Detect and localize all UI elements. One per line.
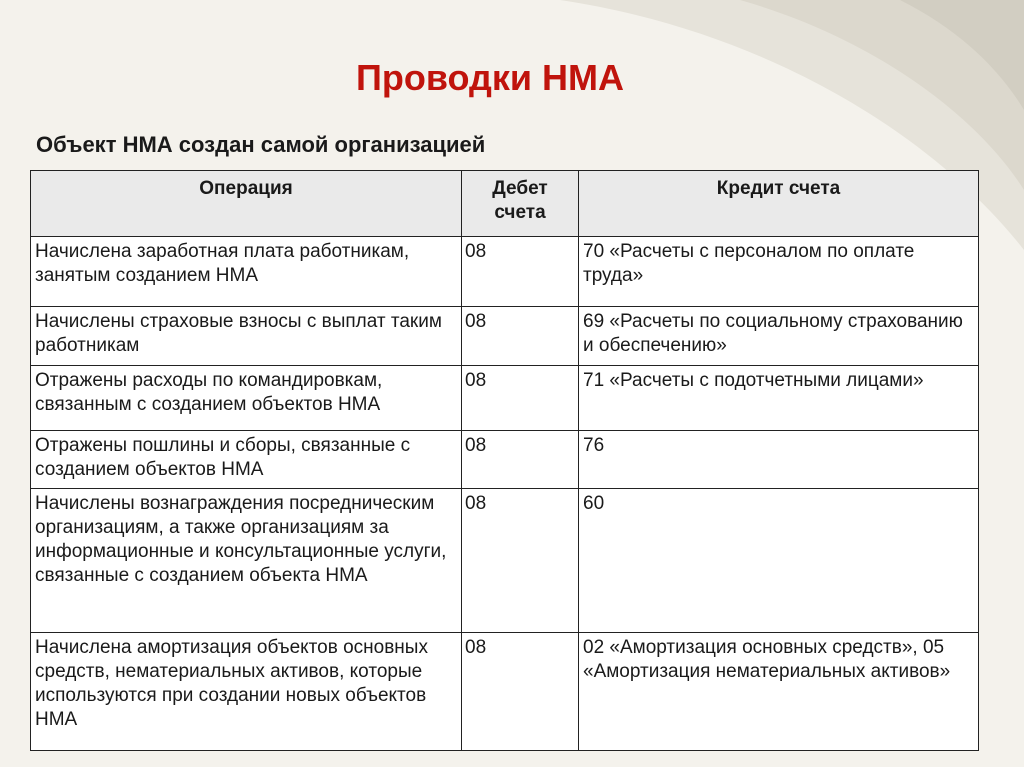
header-credit: Кредит счета	[579, 171, 979, 237]
operation-cell: Начислены страховые взносы с выплат таким работникам	[31, 307, 462, 366]
operation-cell: Отражены расходы по командировкам, связанным с созданием объектов НМА	[31, 366, 462, 431]
table-row	[31, 237, 979, 307]
credit-cell: 60	[579, 489, 979, 633]
entries-table	[30, 170, 979, 751]
debit-cell: 08	[462, 237, 579, 307]
operation-cell: Отражены пошлины и сборы, связанные с созданием объектов НМА	[31, 431, 462, 489]
operation-cell: Начислена амортизация объектов основных средств, нематериальных активов, которые используются при создании новых объектов НМА	[31, 633, 462, 751]
operation-cell: Начислены вознаграждения посредническим организациям, а также организациям за информационные и консультационные услуги, связанные с созданием объекта НМА	[31, 489, 462, 633]
credit-cell: 69 «Расчеты по социальному страхованию и обеспечению»	[579, 307, 979, 366]
table-row	[31, 431, 979, 489]
debit-cell: 08	[462, 431, 579, 489]
credit-cell: 71 «Расчеты с подотчетными лицами»	[579, 366, 979, 431]
debit-cell: 08	[462, 307, 579, 366]
debit-cell: 08	[462, 489, 579, 633]
table-row	[31, 633, 979, 751]
table-row	[31, 489, 979, 633]
slide-title: Проводки НМА	[355, 57, 624, 98]
debit-cell: 08	[462, 633, 579, 751]
table-header-row	[31, 171, 979, 237]
debit-cell: 08	[462, 366, 579, 431]
table-row	[31, 366, 979, 431]
credit-cell: 76	[579, 431, 979, 489]
operation-cell: Начислена заработная плата работникам, занятым созданием НМА	[31, 237, 462, 307]
table-row	[31, 307, 979, 366]
slide-subtitle: Объект НМА создан самой организацией	[36, 132, 486, 157]
credit-cell: 70 «Расчеты с персоналом по оплате труда»	[579, 237, 979, 307]
header-debit: Дебет счета	[462, 171, 579, 237]
header-operation: Операция	[31, 171, 462, 237]
credit-cell: 02 «Амортизация основных средств», 05 «Амортизация нематериальных активов»	[579, 633, 979, 751]
